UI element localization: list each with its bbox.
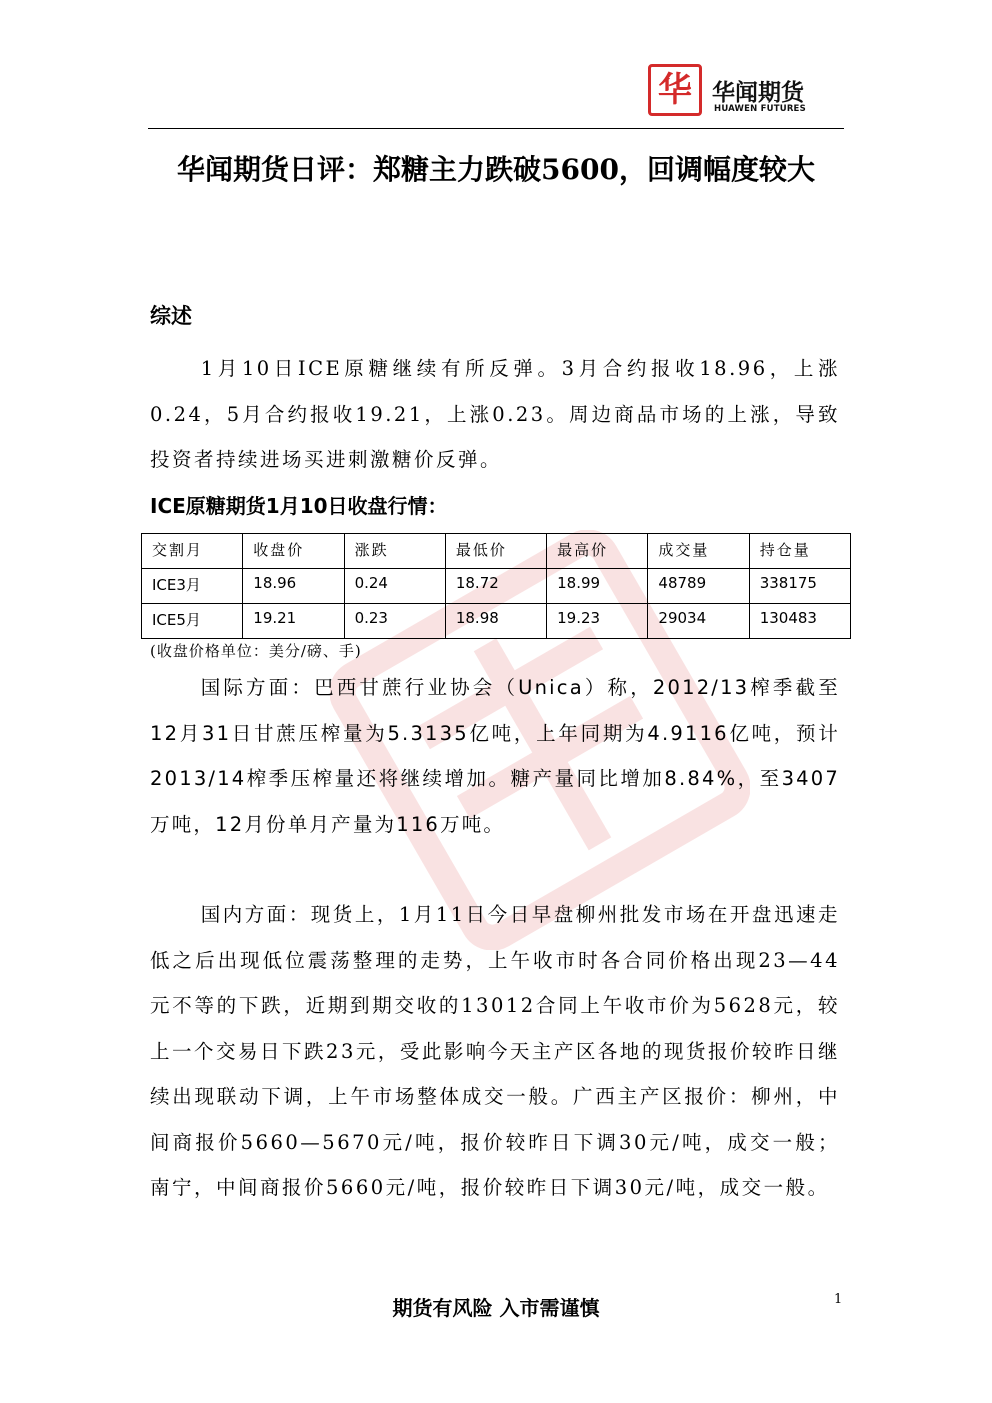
header-cell: 收盘价 bbox=[243, 534, 344, 569]
company-logo bbox=[648, 64, 840, 118]
table-cell: 338175 bbox=[749, 569, 850, 604]
table-row bbox=[142, 604, 851, 639]
table-cell: 18.72 bbox=[445, 569, 546, 604]
header-cell: 交割月 bbox=[142, 534, 243, 569]
header-cell: 涨跌 bbox=[344, 534, 445, 569]
header-cell: 最低价 bbox=[445, 534, 546, 569]
paragraph-summary: 1月10日ICE原糖继续有所反弹。3月合约报收18.96，上涨0.24，5月合约报收19.21，上涨0.23。周边商品市场的上涨，导致投资者持续进场买进刺激糖价反弹。 bbox=[150, 357, 840, 471]
table-cell: 18.96 bbox=[243, 569, 344, 604]
table-cell: 18.98 bbox=[445, 604, 546, 639]
header-cell: 最高价 bbox=[547, 534, 648, 569]
table-cell: ICE3月 bbox=[142, 569, 243, 604]
logo-mark-icon: 华 bbox=[648, 64, 702, 116]
risk-warning-footer: 期货有风险 入市需谨慎 bbox=[392, 1296, 600, 1320]
table-header-row bbox=[142, 534, 851, 569]
quote-table bbox=[141, 533, 851, 639]
table-cell: 130483 bbox=[749, 604, 850, 639]
logo-name-cn: 华闻期货 bbox=[712, 80, 804, 106]
table-cell: 0.24 bbox=[344, 569, 445, 604]
header-cell: 持仓量 bbox=[749, 534, 850, 569]
table-cell: 29034 bbox=[648, 604, 749, 639]
page-number: 1 bbox=[834, 1292, 843, 1307]
table-cell: 19.21 bbox=[243, 604, 344, 639]
header-cell: 成交量 bbox=[648, 534, 749, 569]
document-title: 华闻期货日评：郑糖主力跌破5600，回调幅度较大 bbox=[177, 153, 815, 186]
paragraph-international: 国际方面：巴西甘蔗行业协会（Unica）称，2012/13榨季截至12月31日甘蔗压榨量为5.3135亿吨，上年同期为4.9116亿吨，预计2013/14榨季压榨量还将继续增加。糖产量同比增加8.84%，至3407万吨，12月份单月产量为116万吨。 bbox=[150, 676, 840, 836]
table-cell: 18.99 bbox=[547, 569, 648, 604]
table-unit-note: (收盘价格单位：美分/磅、手) bbox=[150, 642, 362, 660]
table-row bbox=[142, 569, 851, 604]
table-cell: 0.23 bbox=[344, 604, 445, 639]
header-rule bbox=[148, 128, 844, 129]
table-cell: ICE5月 bbox=[142, 604, 243, 639]
section-heading: 综述 bbox=[150, 303, 192, 328]
paragraph-domestic: 国内方面：现货上，1月11日今日早盘柳州批发市场在开盘迅速走低之后出现低位震荡整理的走势，上午收市时各合同价格出现23—44元不等的下跌，近期到期交收的13012合同上午收市价为5628元，较上一个交易日下跌23元，受此影响今天主产区各地的现货报价较昨日继续出现联动下调，上午市场整体成交一般。广西主产区报价：柳州，中间商报价5660—5670元/吨，报价较昨日下调30元/吨，成交一般；南宁，中间商报价5660元/吨，报价较昨日下调30元/吨，成交一般。 bbox=[150, 903, 840, 1199]
table-cell: 48789 bbox=[648, 569, 749, 604]
table-cell: 19.23 bbox=[547, 604, 648, 639]
logo-name-en: HUAWEN FUTURES bbox=[714, 104, 806, 114]
table-title: ICE原糖期货1月10日收盘行情： bbox=[150, 494, 448, 518]
